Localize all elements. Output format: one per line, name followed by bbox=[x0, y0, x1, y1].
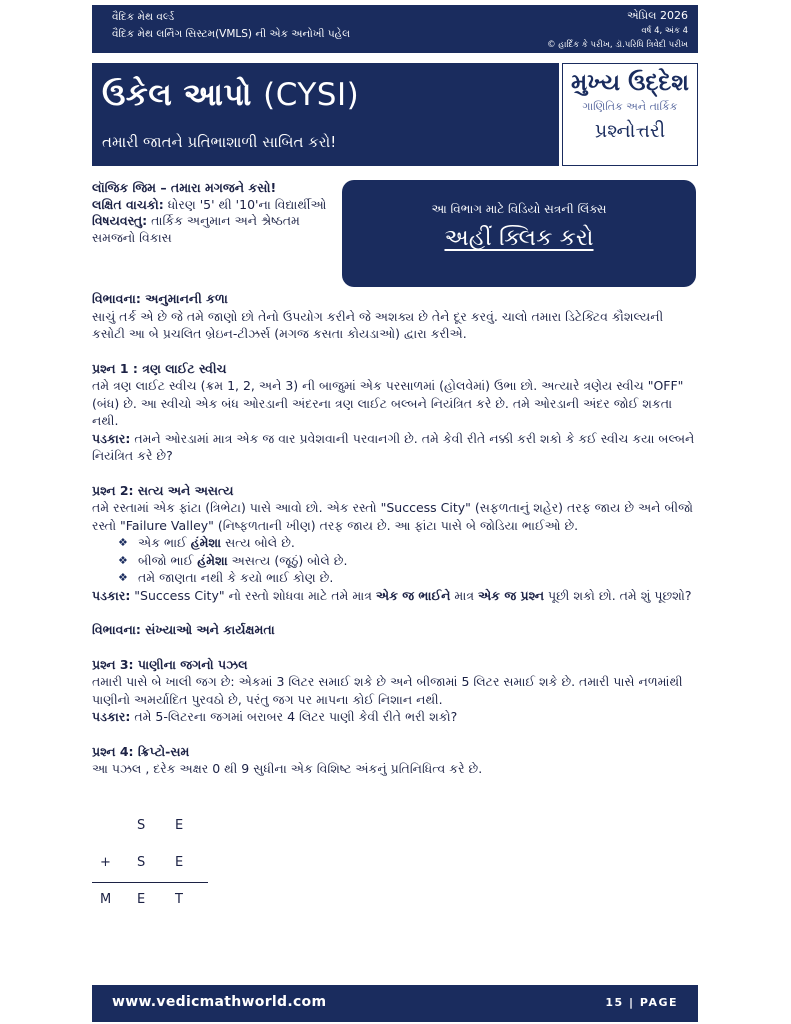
q1-challenge bbox=[92, 430, 700, 465]
list-item: ❖ તમે જાણતા નથી કે કયો ભાઈ કોણ છે. bbox=[118, 569, 700, 587]
q3-challenge bbox=[92, 708, 700, 726]
objective-subtitle-2: પ્રશ્નોત્તરી bbox=[594, 120, 666, 142]
objective-subtitle: ગાણિતિક અને તાર્કિક bbox=[582, 100, 678, 113]
puzzle-result-row bbox=[92, 884, 208, 921]
q3-challenge-text: તમે 5-લિટરના જગમાં બરાબર 4 લિટર પાણી કેવી રીતે ભરી શકો? bbox=[134, 709, 458, 724]
sum-line bbox=[92, 882, 208, 883]
page-subtitle: તમારી જાતને પ્રતિભાશાળી સાબિત કરો! bbox=[102, 133, 337, 151]
q1-text: તમે ત્રણ લાઈટ સ્વીચ (ક્રમ 1, 2, અને 3) ની બાજુમાં એક પરસાળમાં (હોલવેમાં) ઉભા છો. અત્યારે ત્રણેય સ્વીચ "OFF" (બંધ) છે. આ સ્વીચો એક બંધ ઓરડાની અંદરના ત્રણ લાઈટ બલ્બને નિયંત્રિત કરે છે. તમે ઓરડાની અંદર જોઈ શકતા નથી. bbox=[92, 378, 684, 428]
issue-date: એપ્રિલ 2026 bbox=[626, 9, 688, 22]
q1-challenge-label: પડકાર: bbox=[92, 430, 131, 446]
title-english: (CYSI) bbox=[263, 77, 360, 113]
q2-bullet-list bbox=[92, 534, 700, 587]
subject-label: વિષયવસ્તુ: bbox=[92, 213, 148, 228]
header-right bbox=[547, 7, 688, 52]
section1-text: સાચું તર્ક એ છે જે તમે જાણો છો તેનો ઉપયોગ કરીને જે અશક્ય છે તેને દૂર કરવું. ચાલો તમારા ડિટેક્ટિવ કૌશલ્યની કસોટી આ બે પ્રચલિત બ્રેઇન-ટીઝર્સ (મગજ કસતા કોયડાઓ) દ્વારા કરીએ. bbox=[92, 308, 664, 341]
puzzle-row-2 bbox=[92, 847, 208, 884]
main-content bbox=[92, 290, 700, 778]
video-caption: આ વિભાગ માટે વિડિયો સત્રની લિંક્સ bbox=[431, 202, 607, 216]
header-left bbox=[112, 9, 350, 43]
objective-title: મુખ્ય ઉદ્દેશ bbox=[571, 70, 689, 96]
q4-heading: પ્રશ્ન 4: ક્રિપ્ટો-સમ bbox=[92, 743, 190, 759]
page-title bbox=[102, 77, 359, 114]
target-text: ધોરણ '5' થી '10'ના વિદ્યાર્થીઓ bbox=[167, 196, 327, 212]
logic-gym-heading: લૉજિક જિમ – તમારા મગજને કસો! bbox=[92, 180, 277, 195]
video-link[interactable]: અહીં ક્લિક કરો bbox=[444, 225, 594, 251]
target-label: લક્ષિત વાચકો: bbox=[92, 196, 164, 212]
intro-block bbox=[92, 180, 342, 246]
puzzle-letter: S bbox=[137, 855, 146, 870]
subject-matter bbox=[92, 213, 342, 246]
q1-heading: પ્રશ્ન 1 : ત્રણ લાઈટ સ્વીચ bbox=[92, 360, 227, 376]
objective-box bbox=[562, 63, 698, 166]
q4-text: આ પઝલ , દરેક અક્ષર 0 થી 9 સુધીના એક વિશિષ્ટ અંકનું પ્રતિનિધિત્વ કરે છે. bbox=[92, 761, 483, 776]
footer-bar bbox=[92, 985, 698, 1022]
issue-volume: વર્ષ 4, અંક 4 bbox=[641, 26, 688, 36]
list-item: ❖ બીજો ભાઈ હંમેશા અસત્ય (જૂઠું) બોલે છે. bbox=[118, 552, 700, 570]
q2-text: તમે રસ્તામાં એક ફાંટા (ત્રિભેટા) પાસે આવો છો. એક રસ્તો "Success City" (સફળતાનું શહેર) તરફ જાય છે અને બીજો રસ્તો "Failure Valley" (નિષ્ફળતાની ખીણ) તરફ જાય છે. આ ફાંટા પાસે બે જોડિયા ભાઈઓ છે. bbox=[92, 500, 694, 533]
program-name: વૈદિક મેથ લર્નિંગ સિસ્ટમ(VMLS) ની એક અનોખી પહેલ bbox=[112, 28, 351, 40]
crypto-sum-puzzle bbox=[92, 810, 208, 921]
puzzle-letter: S bbox=[137, 818, 146, 833]
section1-heading: વિભાવના: અનુમાનની કળા bbox=[92, 291, 228, 306]
title-banner bbox=[92, 63, 559, 166]
q1-challenge-text: તમને ઓરડામાં માત્ર એક જ વાર પ્રવેશવાની પરવાનગી છે. તમે કેવી રીતે નક્કી કરી શકો કે કઈ સ્વીચ કયા બલ્બને નિયંત્રિત કરે છે? bbox=[92, 430, 695, 463]
section2-heading: વિભાવના: સંખ્યાઓ અને કાર્યક્ષમતા bbox=[92, 622, 275, 637]
puzzle-row-1 bbox=[92, 810, 208, 847]
page-number: 15 | PAGE bbox=[605, 996, 678, 1009]
target-readers bbox=[92, 197, 342, 214]
q2-heading: પ્રશ્ન 2: સત્ય અને અસત્ય bbox=[92, 482, 234, 498]
puzzle-letter: T bbox=[175, 892, 183, 907]
puzzle-letter: M bbox=[100, 892, 112, 907]
title-gujarati: ઉકેલ આપો bbox=[102, 77, 252, 113]
q2-challenge: પડકાર: "Success City" નો રસ્તો શોધવા માટે તમે માત્ર એક જ ભાઈને માત્ર એક જ પ્રશ્ન પૂછી શકો છો. તમે શું પૂછશો? bbox=[92, 587, 692, 603]
q3-text: તમારી પાસે બે ખાલી જગ છે: એકમાં 3 લિટર સમાઈ શકે છે અને બીજામાં 5 લિટર સમાઈ શકે છે. તમારી પાસે નળમાંથી પાણીનો અમર્યાદિત પુરવઠો છે, પરંતુ જગ પર માપના કોઈ નિશાન નથી. bbox=[92, 674, 683, 707]
website-link[interactable]: www.vedicmathworld.com bbox=[112, 994, 327, 1010]
q3-challenge-label: પડકાર: bbox=[92, 709, 131, 724]
puzzle-letter: E bbox=[175, 818, 184, 833]
header-bar bbox=[92, 5, 698, 53]
q2-challenge-label: પડકાર: bbox=[92, 587, 131, 603]
plus-sign: + bbox=[100, 855, 111, 870]
list-item: ❖ એક ભાઈ હંમેશા સત્ય બોલે છે. bbox=[118, 534, 700, 552]
subject-text: તાર્કિક અનુમાન અને શ્રેષ્ઠતમ સમજનો વિકાસ bbox=[92, 213, 300, 245]
copyright: © હાર્દિક કે પરીખ, ડૉ.પરિધિ ત્રિવેદી પરીખ bbox=[547, 40, 688, 50]
brand-name: વૈદિક મેથ વર્લ્ડ bbox=[112, 11, 175, 23]
puzzle-letter: E bbox=[137, 892, 146, 907]
q3-heading: પ્રશ્ન 3: પાણીના જગનો પઝલ bbox=[92, 656, 248, 672]
video-link-box[interactable] bbox=[342, 180, 696, 287]
puzzle-letter: E bbox=[175, 855, 184, 870]
